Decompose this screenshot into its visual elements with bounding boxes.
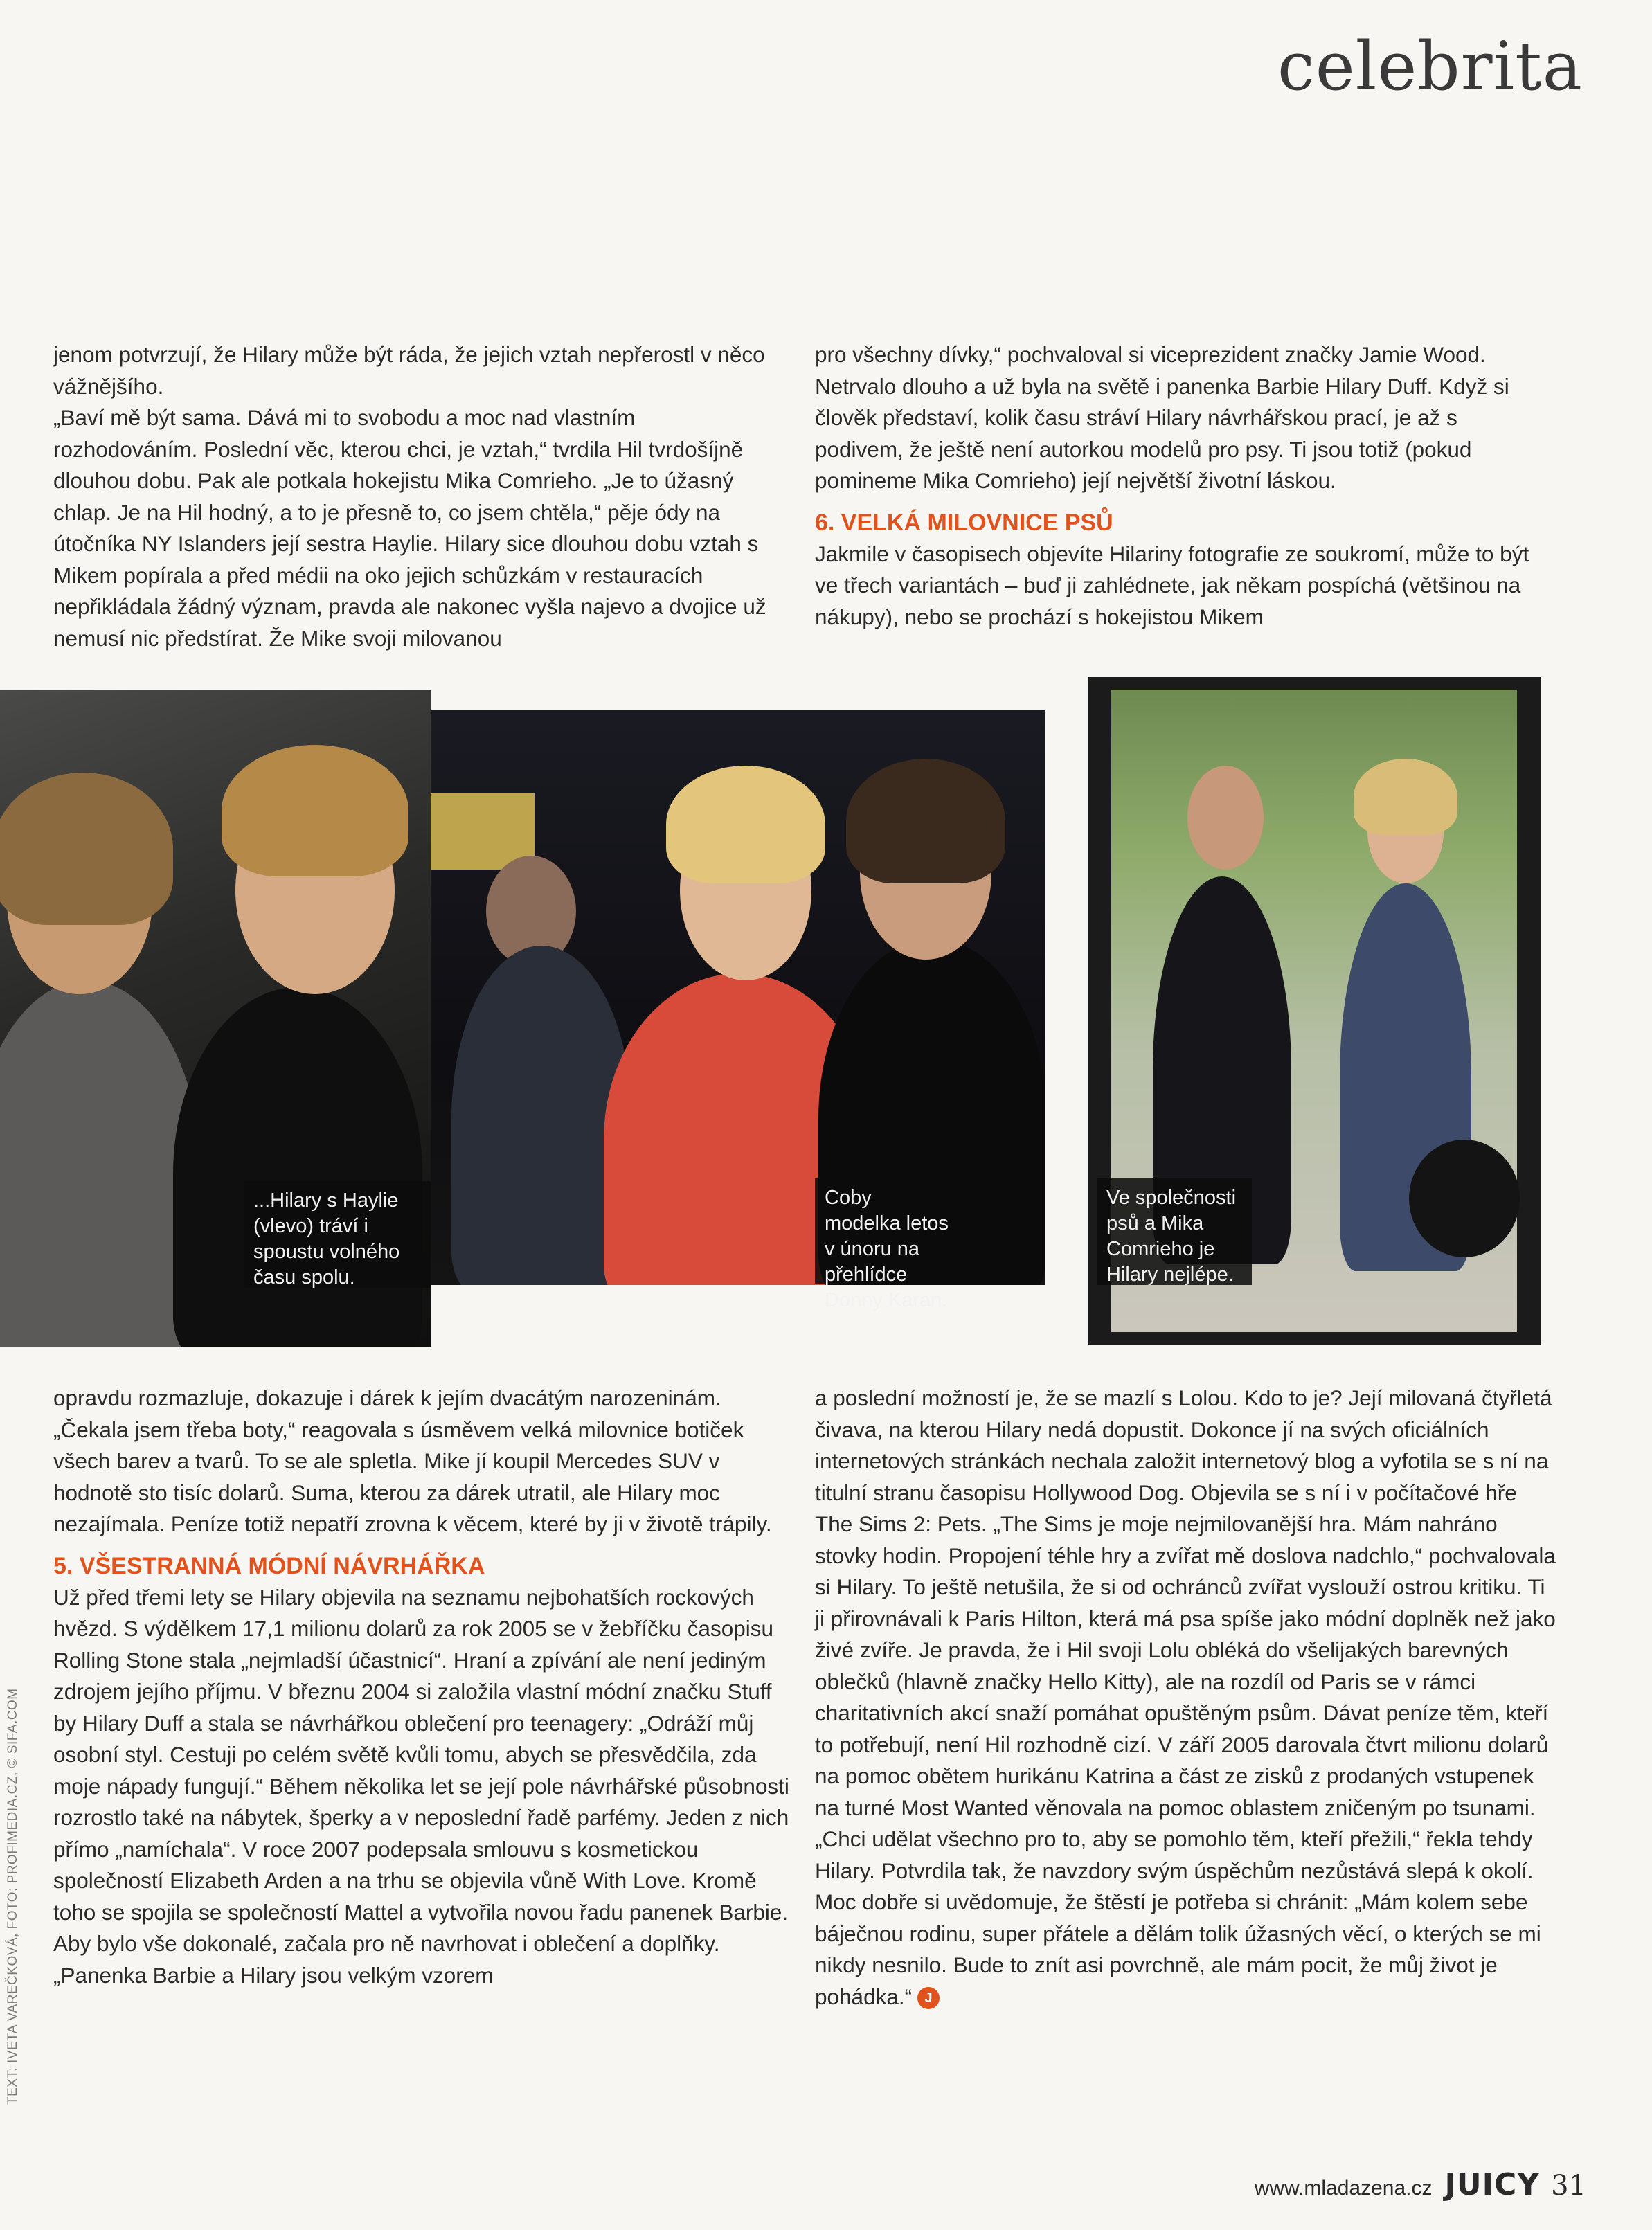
paragraph: Už před třemi lety se Hilary objevila na seznamu nejbohatších rockových hvězd. S výdělkem 17,1 milionu dolarů za rok 2005 se v žebříčku časopisu Rolling Stone stala „nejmladší účastnicí“. Hraní a zpívání ale není jediným zdrojem jejího příjmu. V březnu 2004 si založila vlastní módní značku Stuff by Hilary Duff a stala se návrhářkou oblečení pro teenagery: „Odráží můj osobní styl. Cestuji po celém světě kvůli tomu, abych se přesvědčila, zda moje nápady fungují.“ Během několika let se její pole návrhářské působnosti rozrostlo také na nábytek, šperky a v neposlední řadě parfémy. Jeden z nich přímo „namíchala“. V roce 2007 podepsala smlouvu s kosmetickou společností Elizabeth Arden a na trhu se objevila vůně With Love. Kromě toho se spojila se společností Mattel a vytvořila novou řadu panenek Barbie. Aby bylo vše dokonalé, začala pro ně navrhovat i oblečení a doplňky. „Panenka Barbie a Hilary jsou velkým vzorem <box>53 1584 789 1988</box>
page-footer <box>1255 2167 1586 2202</box>
end-mark-icon: J <box>917 1987 940 2009</box>
text-column-2 <box>815 339 1542 633</box>
photo-caption-3: Ve společnosti psů a Mika Comrieho je Hilary nejlépe. <box>1097 1178 1252 1285</box>
section-heading-6: 6. VELKÁ MILOVNICE PSŮ <box>815 509 1113 536</box>
website-link[interactable]: www.mladazena.cz <box>1254 2177 1433 2200</box>
photo-caption-2: Coby modelka letos v únoru na přehlídce Donny Karan. <box>815 1178 960 1284</box>
section-heading-5: 5. VŠESTRANNÁ MÓDNÍ NÁVRHÁŘKA <box>53 1552 485 1579</box>
text-column-4 <box>815 1383 1556 2013</box>
hair <box>666 766 825 883</box>
person-figure <box>173 987 422 1347</box>
photo-credit: TEXT: IVETA VAREČKOVÁ, FOTO: PROFIMEDIA.CZ, © SIFA.COM <box>6 1688 20 2105</box>
paragraph <box>815 1383 1556 2013</box>
text-column-1 <box>53 339 780 654</box>
hair <box>846 759 1005 883</box>
page-number: 31 <box>1551 2170 1586 2202</box>
paragraph: opravdu rozmazluje, dokazuje i dárek k jejím dvacátým narozeninám. „Čekala jsem třeba boty,“ reagovala s úsměvem velká milovnice botiček všech barev a tvarů. To se ale spletla. Mike jí koupil Mercedes SUV v hodnotě sto tisíc dolarů. Suma, kterou za dárek utratil, ale Hilary moc nezajímala. Peníze totiž nepatří zrovna k věcem, které by ji v životě trápily. <box>53 1385 772 1536</box>
paragraph: pro všechny dívky,“ pochvaloval si viceprezident značky Jamie Wood. Netrvalo dlouho a už byla na světě i panenka Barbie Hilary Duff. Když si člověk představí, kolik času stráví Hilary návrhářskou prací, je až s podivem, že ještě není autorkou modelů pro psy. Ti jsou totiž (pokud pomineme Mika Comrieho) její největší životní láskou. <box>815 342 1509 493</box>
section-title: celebrita <box>1277 28 1583 105</box>
hair <box>0 773 173 925</box>
paragraph: Jakmile v časopisech objevíte Hilariny fotografie ze soukromí, může to být ve třech variantách – buď ji zahlédnete, jak někam pospíchá (většinou na nákupy), nebo se prochází s hokejistou Mikem <box>815 541 1529 629</box>
magazine-brand: JUICY <box>1444 2167 1541 2202</box>
person-figure <box>0 980 201 1347</box>
paragraph: jenom potvrzují, že Hilary může být ráda, že jejich vztah nepřerostl v něco vážnějšího. <box>53 342 765 399</box>
hair <box>222 745 408 876</box>
dog <box>1409 1140 1520 1257</box>
paragraph: „Baví mě být sama. Dává mi to svobodu a moc nad vlastním rozhodováním. Poslední věc, kterou chci, je vztah,“ tvrdila Hil tvrdošíjně dlouhou dobu. Pak ale potkala hokejistu Mika Comrieho. „Je to úžasný chlap. Je na Hil hodný, a to je přesně to, co jsem chtěla,“ pěje ódy na útočníka NY Islanders její sestra Haylie. Hilary sice dlouhou dobu vztah s Mikem popírala a před médii na oko jejich schůzkám v restauracích nepřikládala žádný význam, pravda ale nakonec vyšla najevo a dvojice už nemusí nic předstírat. Že Mike svoji milovanou <box>53 405 766 651</box>
hair <box>1354 759 1457 835</box>
text-column-3 <box>53 1383 794 1991</box>
paragraph-text: a poslední možností je, že se mazlí s Lolou. Kdo to je? Její milovaná čtyřletá čivava, na kterou Hilary nedá dopustit. Dokonce jí na svých oficiálních internetových stránkách nechala založit internetový blog a vyfotila se s ní na titulní stranu časopisu Hollywood Dog. Objevila se s ní i v počítačové hře The Sims 2: Pets. „The Sims je moje nejmilovanější hra. Mám nahráno stovky hodin. Propojení téhle hry a zvířat mě doslova nadchlo,“ pochvalovala si Hilary. To ještě netušila, že si od ochránců zvířat vyslouží ostrou kritiku. Ti ji přirovnávali k Paris Hilton, která má psa spíše jako módní doplněk než jako živé zvíře. Je pravda, že i Hil svoji Lolu obléká do všelijakých barevných oblečků (hlavně značky Hello Kitty), ale na rozdíl od Paris se v rámci charitativních akcí snaží pomáhat opuštěným psům. Dávat peníze těm, kteří to potřebují, není Hil rozhodně cizí. V září 2005 darovala čtvrt milionu dolarů na pomoc obětem hurikánu Katrina a část ze zisků z prodaných vstupenek na turné Most Wanted věnovala na pomoc oblastem zničeným po tsunami. „Chci udělat všechno pro to, aby se pomohlo těm, kteří přežili,“ řekla tehdy Hilary. Potvrdila tak, že navzdory svým úspěchům nezůstává slepá k okolí. Moc dobře si uvědomuje, že štěstí je potřeba si chránit: „Mám kolem sebe báječnou rodinu, super přátele a dělám tolik úžasných věcí, o kterých se mi nikdy nesnilo. Bude to znít asi povrchně, ale mám pocit, že můj život je pohádka.“ <box>815 1385 1556 2009</box>
person-head <box>1187 766 1264 870</box>
photo-caption-1: ...Hilary s Haylie (vlevo) tráví i spoustu volného času spolu. <box>244 1181 431 1288</box>
